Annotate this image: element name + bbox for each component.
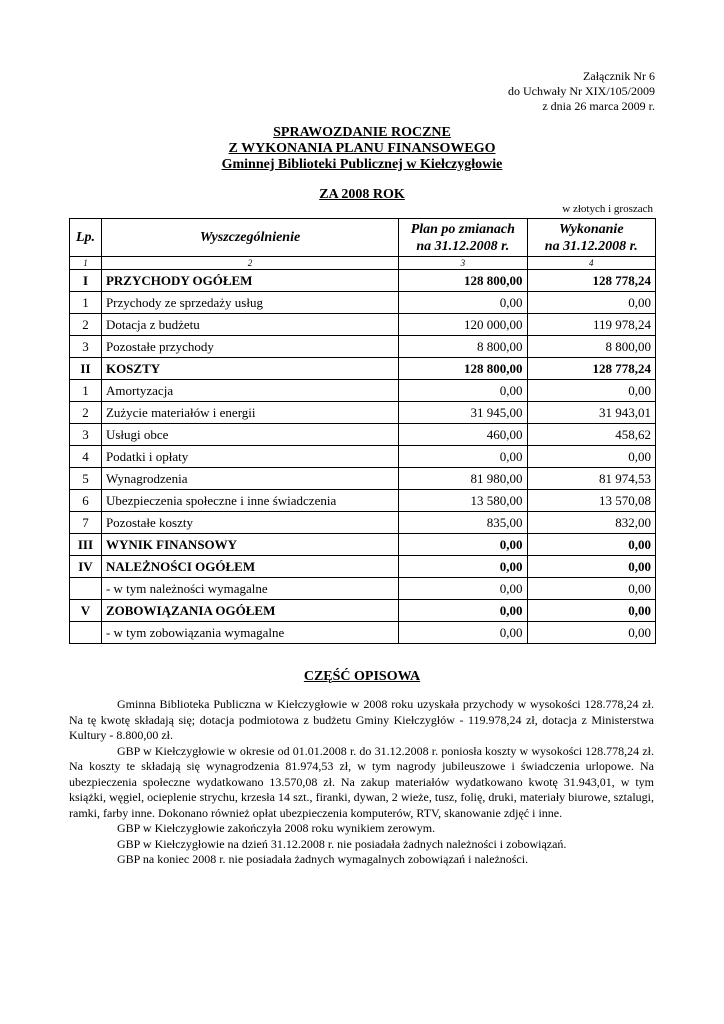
row-item: Przychody ze sprzedaży usług xyxy=(101,292,398,314)
title-line-3: Gminnej Biblioteki Publicznej w Kiełczygłowie xyxy=(221,157,503,172)
row-plan: 0,00 xyxy=(399,556,527,578)
row-execution: 0,00 xyxy=(527,622,655,644)
row-execution: 13 570,08 xyxy=(527,490,655,512)
header-exec-line-1: Wykonanie xyxy=(558,221,624,237)
header-execution xyxy=(527,219,655,257)
title-line-1: SPRAWOZDANIE ROCZNE xyxy=(273,125,451,140)
table-row xyxy=(70,446,656,468)
row-item: Pozostałe przychody xyxy=(101,336,398,358)
table-row xyxy=(70,622,656,644)
row-execution: 128 778,24 xyxy=(527,270,655,292)
row-plan: 128 800,00 xyxy=(399,358,527,380)
row-lp: 5 xyxy=(70,468,102,490)
table-row xyxy=(70,402,656,424)
row-item: - w tym należności wymagalne xyxy=(101,578,398,600)
description-paragraph: GBP na koniec 2008 r. nie posiadała żadnych wymagalnych zobowiązań i należności. xyxy=(117,852,529,866)
row-plan: 460,00 xyxy=(399,424,527,446)
row-plan: 8 800,00 xyxy=(399,336,527,358)
descriptive-section xyxy=(69,697,654,868)
row-execution: 0,00 xyxy=(527,556,655,578)
row-execution: 0,00 xyxy=(527,534,655,556)
row-item: Wynagrodzenia xyxy=(101,468,398,490)
descriptive-section-heading: CZĘŚĆ OPISOWA xyxy=(303,669,421,684)
row-item: Pozostałe koszty xyxy=(101,512,398,534)
row-item: ZOBOWIĄZANIA OGÓŁEM xyxy=(101,600,398,622)
row-lp: III xyxy=(70,534,102,556)
table-row xyxy=(70,468,656,490)
table-row xyxy=(70,600,656,622)
header-lp: Lp. xyxy=(70,219,102,257)
row-item: Podatki i opłaty xyxy=(101,446,398,468)
title-line-2: Z WYKONANIA PLANU FINANSOWEGO xyxy=(228,141,496,156)
table-row xyxy=(70,292,656,314)
row-plan: 835,00 xyxy=(399,512,527,534)
row-execution: 0,00 xyxy=(527,600,655,622)
row-lp: 1 xyxy=(70,380,102,402)
row-item: KOSZTY xyxy=(101,358,398,380)
row-plan: 81 980,00 xyxy=(399,468,527,490)
row-plan: 120 000,00 xyxy=(399,314,527,336)
header-plan xyxy=(399,219,527,257)
annex-reference xyxy=(508,69,655,114)
row-lp: 1 xyxy=(70,292,102,314)
row-lp: 3 xyxy=(70,424,102,446)
row-item: Dotacja z budżetu xyxy=(101,314,398,336)
row-item: Ubezpieczenia społeczne i inne świadczenia xyxy=(101,490,398,512)
financial-table xyxy=(69,218,656,644)
table-row xyxy=(70,578,656,600)
row-execution: 8 800,00 xyxy=(527,336,655,358)
row-item: Usługi obce xyxy=(101,424,398,446)
header-item xyxy=(101,219,398,257)
description-paragraph: GBP w Kiełczygłowie w okresie od 01.01.2008 r. do 31.12.2008 r. poniosła koszty w wysokości 128.778,24 zł. Na koszty te składają się wynagrodzenia 81.974,53 zł, w tym nagrody jubileuszowe i świadczenia urlopowe. Na ubezpieczenia społeczne wydatkowano 13.570,08 zł. Na zakup materiałów wydatkowano kwotę 31.943,01, w tym książki, węgiel, ocieplenie strychu, krzesła 14 szt., firanki, dywan, 2 wieże, tusz, folię, druki, materiały biurowe, sztalugi, ramki, farby inne. Dokonano również opłat ubezpieczenia komputerów, RTV, skanowanie zdjęć i inne. xyxy=(69,743,654,820)
row-item: NALEŻNOŚCI OGÓŁEM xyxy=(101,556,398,578)
row-execution: 128 778,24 xyxy=(527,358,655,380)
row-execution: 458,62 xyxy=(527,424,655,446)
table-row xyxy=(70,490,656,512)
column-number: 4 xyxy=(527,257,655,270)
row-execution: 119 978,24 xyxy=(527,314,655,336)
table-row xyxy=(70,424,656,446)
row-plan: 31 945,00 xyxy=(399,402,527,424)
row-lp: 2 xyxy=(70,314,102,336)
table-row xyxy=(70,380,656,402)
header-plan-line-2: na 31.12.2008 r. xyxy=(416,238,510,254)
row-lp: 3 xyxy=(70,336,102,358)
row-lp: 2 xyxy=(70,402,102,424)
row-lp: IV xyxy=(70,556,102,578)
row-lp: 7 xyxy=(70,512,102,534)
row-lp: V xyxy=(70,600,102,622)
row-plan: 0,00 xyxy=(399,578,527,600)
description-paragraph: GBP w Kiełczygłowie na dzień 31.12.2008 r. nie posiadała żadnych należności i zobowiązań. xyxy=(117,836,567,851)
row-lp: 4 xyxy=(70,446,102,468)
row-lp xyxy=(70,578,102,600)
row-execution: 81 974,53 xyxy=(527,468,655,490)
table-row xyxy=(70,534,656,556)
column-number: 2 xyxy=(101,257,398,270)
row-lp: II xyxy=(70,358,102,380)
column-number: 1 xyxy=(70,257,102,270)
row-item: Zużycie materiałów i energii xyxy=(101,402,398,424)
row-item: Amortyzacja xyxy=(101,380,398,402)
column-number: 3 xyxy=(399,257,527,270)
table-row xyxy=(70,270,656,292)
row-lp: 6 xyxy=(70,490,102,512)
row-item: PRZYCHODY OGÓŁEM xyxy=(101,270,398,292)
row-execution: 31 943,01 xyxy=(527,402,655,424)
row-plan: 13 580,00 xyxy=(399,490,527,512)
row-item: WYNIK FINANSOWY xyxy=(101,534,398,556)
table-row xyxy=(70,358,656,380)
document-title xyxy=(0,125,724,173)
table-row xyxy=(70,314,656,336)
report-year: ZA 2008 ROK xyxy=(319,187,405,202)
row-plan: 0,00 xyxy=(399,446,527,468)
row-execution: 0,00 xyxy=(527,292,655,314)
table-header-row xyxy=(70,219,656,257)
description-paragraph: Gminna Biblioteka Publiczna w Kiełczygłowie w 2008 roku uzyskała przychody w wysokości 128.778,24 zł. Na tę kwotę składają się; dotacja podmiotowa z budżetu Gminy Kiełczygłów - 119.978,24 zł, dotacja z Ministerstwa Kultury - 8.800,00 zł. xyxy=(69,697,654,742)
table-row xyxy=(70,512,656,534)
column-number-row xyxy=(70,257,656,270)
row-lp: I xyxy=(70,270,102,292)
row-plan: 0,00 xyxy=(399,534,527,556)
header-exec-line-2: na 31.12.2008 r. xyxy=(544,238,638,254)
currency-unit-note: w złotych i groszach xyxy=(562,203,653,215)
header-item-label: Wyszczególnienie xyxy=(199,230,301,245)
row-execution: 0,00 xyxy=(527,380,655,402)
row-lp xyxy=(70,622,102,644)
row-plan: 0,00 xyxy=(399,622,527,644)
annex-number: Załącznik Nr 6 xyxy=(583,69,655,83)
row-execution: 832,00 xyxy=(527,512,655,534)
description-paragraph: GBP w Kiełczygłowie zakończyła 2008 roku wynikiem zerowym. xyxy=(117,821,436,835)
row-plan: 0,00 xyxy=(399,380,527,402)
header-plan-line-1: Plan po zmianach xyxy=(410,221,515,237)
row-plan: 128 800,00 xyxy=(399,270,527,292)
annex-resolution: do Uchwały Nr XIX/105/2009 xyxy=(508,84,655,98)
row-plan: 0,00 xyxy=(399,600,527,622)
row-execution: 0,00 xyxy=(527,446,655,468)
row-item: - w tym zobowiązania wymagalne xyxy=(101,622,398,644)
row-plan: 0,00 xyxy=(399,292,527,314)
table-row xyxy=(70,556,656,578)
table-row xyxy=(70,336,656,358)
row-execution: 0,00 xyxy=(527,578,655,600)
annex-date: z dnia 26 marca 2009 r. xyxy=(542,99,655,113)
